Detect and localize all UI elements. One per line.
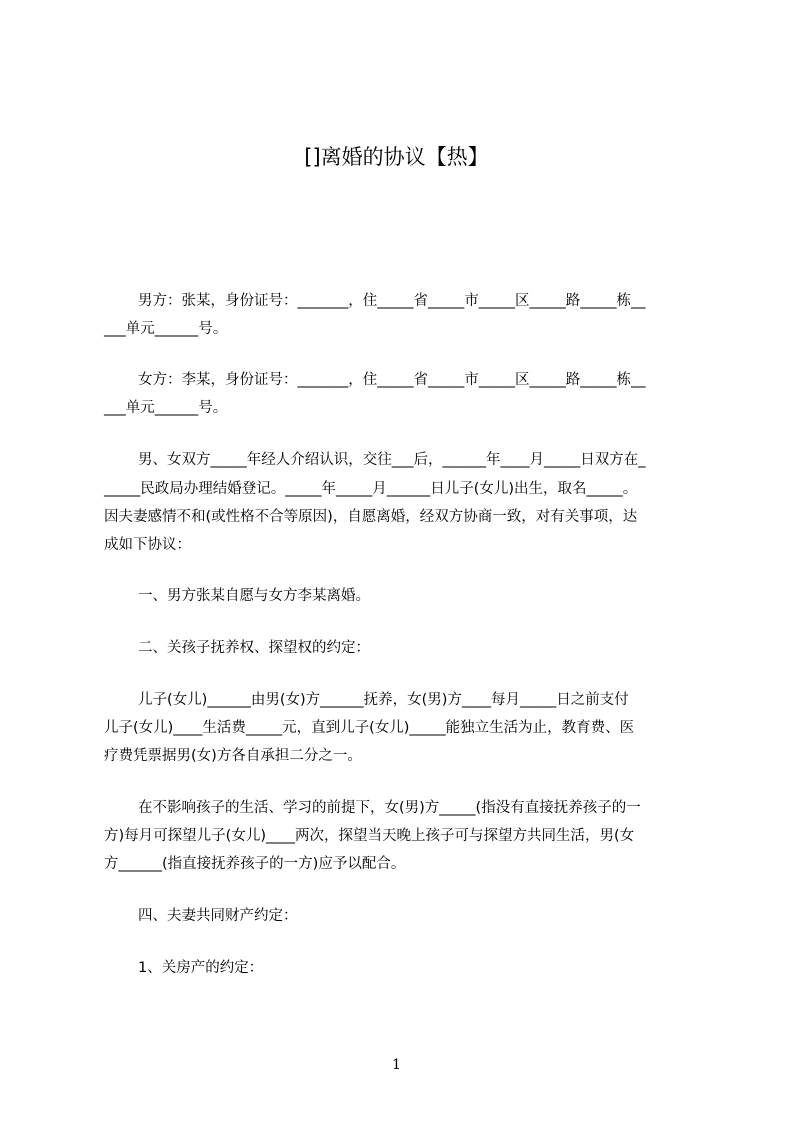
custody-line-2: 儿子(女儿)____生活费_____元，直到儿子(女儿)_____能独立生活为止，教育费、医 — [104, 720, 635, 736]
custody-line-1: 儿子(女儿)______由男(女)方______抚养，女(男)方____每月_____日之前支付 — [138, 692, 629, 708]
custody-line-3: 疗费凭票据男(女)方各自承担二分之一。 — [104, 748, 362, 764]
female-party-line-1: 女方：李某，身份证号：_______，住_____省_____市_____区_____路_____栋__ — [138, 372, 646, 388]
female-party-line-2: ___单元______号。 — [104, 400, 228, 416]
clause-4-heading: 四、夫妻共同财产约定： — [138, 908, 298, 924]
page-number: 1 — [392, 1057, 401, 1073]
clause-2-heading: 二、关孩子抚养权、探望权的约定： — [138, 640, 370, 656]
visitation-line-3: 方______(指直接抚养孩子的一方)应予以配合。 — [104, 856, 406, 872]
background-line-3: 因夫妻感情不和(或性格不合等原因)，自愿离婚，经双方协商一致，对有关事项，达 — [104, 509, 638, 525]
clause-4-1-heading: 1、关房产的约定： — [138, 960, 264, 976]
male-party-line-1: 男方：张某，身份证号：_______，住_____省_____市_____区_____路_____栋__ — [138, 293, 646, 309]
male-party-line-2: ___单元______号。 — [104, 321, 228, 337]
background-line-1: 男、女双方_____年经人介绍认识，交往___后，______年____月_____日双方在_ — [138, 452, 646, 468]
clause-1-heading: 一、男方张某自愿与女方李某离婚。 — [138, 588, 370, 604]
visitation-line-2: 方)每月可探望儿子(女儿)____两次，探望当天晚上孩子可与探望方共同生活，男(女 — [104, 828, 635, 844]
background-line-2: _____民政局办理结婚登记。_____年_____月______日儿子(女儿)出生，取名_____。 — [104, 481, 638, 497]
visitation-line-1: 在不影响孩子的生活、学习的前提下，女(男)方_____(指没有直接抚养孩子的一 — [138, 800, 641, 816]
document-title: []离婚的协议【热】 — [304, 145, 489, 169]
background-line-4: 成如下协议： — [104, 537, 191, 553]
